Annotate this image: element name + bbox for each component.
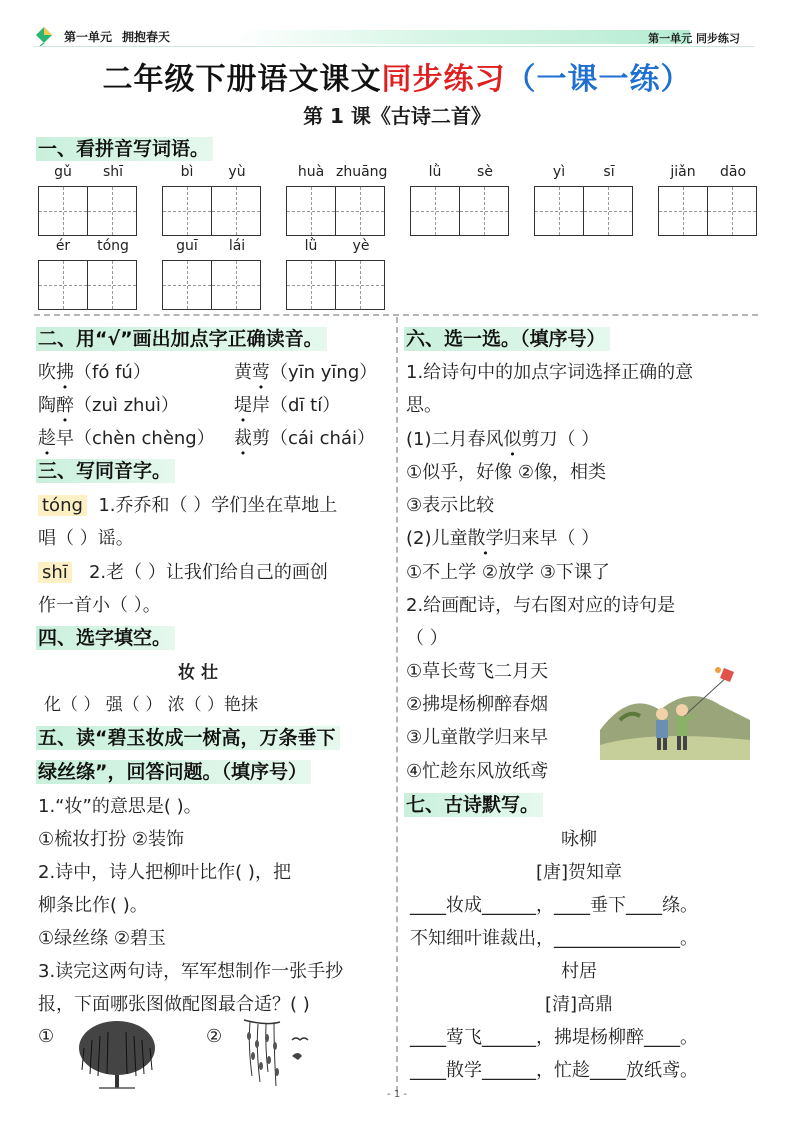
pinyin-label: lái bbox=[228, 238, 246, 254]
writing-cell[interactable] bbox=[583, 186, 633, 236]
s6-option-2: ②拂堤杨柳醉春烟 bbox=[406, 694, 549, 715]
pinyin-label: gǔ bbox=[54, 164, 72, 180]
s5-q3-line-a: 3.读完这两句诗，军军想制作一张手抄 bbox=[38, 961, 344, 982]
s1-heading: 一、看拼音写词语。 bbox=[36, 134, 213, 161]
pinyin-group-7 bbox=[38, 238, 138, 312]
writing-cell[interactable] bbox=[38, 186, 88, 236]
s6-q2: (2)儿童散学归来早（ ） bbox=[406, 528, 600, 549]
s7-heading: 七、古诗默写。 bbox=[404, 790, 543, 817]
title-part3: （一课一练） bbox=[505, 62, 692, 97]
pinyin-label: huà bbox=[297, 164, 325, 180]
header-rule bbox=[34, 46, 754, 47]
s3-q1-line-b: 唱（ ）谣。 bbox=[38, 528, 134, 549]
writing-cell[interactable] bbox=[335, 260, 385, 310]
header-right-label: 第一单元 同步练习 bbox=[648, 32, 740, 45]
pinyin-label: guī bbox=[176, 238, 198, 254]
s3-q2-line-a: shī 2.老（ ）让我们给自己的画创 bbox=[38, 558, 328, 584]
pinyin-label: dāo bbox=[719, 164, 747, 180]
pinyin-group-6 bbox=[658, 164, 758, 238]
pinyin-group-8 bbox=[162, 238, 262, 312]
title-part1: 二年级下册语文课文 bbox=[102, 62, 382, 97]
pinyin-label: shī bbox=[102, 164, 124, 180]
s5-q1-options: ①梳妆打扮 ②装饰 bbox=[38, 829, 184, 850]
writing-cell[interactable] bbox=[211, 186, 261, 236]
writing-cell[interactable] bbox=[410, 186, 460, 236]
s5-option-2-label: ② bbox=[206, 1026, 223, 1047]
s6-intro-b: 思。 bbox=[406, 395, 442, 416]
s6-heading: 六、选一选。（填序号） bbox=[404, 324, 610, 351]
header-band bbox=[230, 30, 690, 44]
divider-1 bbox=[34, 314, 758, 316]
writing-cell[interactable] bbox=[658, 186, 708, 236]
s6-q3-line-b: （ ） bbox=[406, 628, 448, 649]
header-left bbox=[34, 26, 170, 46]
writing-cell[interactable] bbox=[162, 260, 212, 310]
s6-option-4: ④忙趁东风放纸鸢 bbox=[406, 761, 549, 782]
s2-item-5: 趁早（chèn chèng） bbox=[38, 428, 215, 449]
s6-option-3: ③儿童散学归来早 bbox=[406, 727, 549, 748]
writing-cell[interactable] bbox=[38, 260, 88, 310]
header-topic: 拥抱春天 bbox=[122, 29, 171, 44]
writing-cell[interactable] bbox=[534, 186, 584, 236]
s3-q1-line-a: tóng 1.乔乔和（ ）学们坐在草地上 bbox=[38, 491, 337, 517]
pinyin-group-2 bbox=[162, 164, 262, 238]
poem2-author: [清]高鼎 bbox=[544, 994, 614, 1015]
pinyin-label: lǜ bbox=[428, 164, 442, 180]
pinyin-label: yè bbox=[352, 238, 370, 254]
pinyin-label: lǜ bbox=[304, 238, 318, 254]
poem2-line1: ____莺飞______，拂堤杨柳醉____。 bbox=[410, 1027, 698, 1048]
title-part2: 同步练习 bbox=[381, 62, 506, 97]
writing-cell[interactable] bbox=[707, 186, 757, 236]
s6-q1-options-b: ③表示比较 bbox=[406, 495, 495, 516]
pinyin-label: sī bbox=[603, 164, 615, 180]
s5-heading-b: 绿丝绦”，回答问题。（填序号） bbox=[36, 757, 311, 784]
s3-tag-shi: shī bbox=[38, 562, 72, 583]
s6-q3-line-a: 2.给画配诗，与右图对应的诗句是 bbox=[406, 595, 676, 616]
s5-q2-options: ①绿丝绦 ②碧玉 bbox=[38, 928, 166, 949]
s6-q2-options: ①不上学 ②放学 ③下课了 bbox=[406, 562, 610, 583]
pinyin-label: tóng bbox=[97, 238, 129, 254]
s2-item-2: 黄莺（yīn yīng） bbox=[234, 362, 378, 383]
poem1-title: 咏柳 bbox=[561, 829, 597, 850]
writing-cell[interactable] bbox=[87, 260, 137, 310]
s2-item-3: 陶醉（zuì zhuì） bbox=[38, 395, 179, 416]
s5-q2-line-a: 2.诗中，诗人把柳叶比作( )，把 bbox=[38, 862, 291, 883]
poem1-line1: ____妆成______，____垂下____绦。 bbox=[410, 895, 698, 916]
poem1-author: [唐]贺知章 bbox=[535, 862, 623, 883]
pinyin-label: sè bbox=[477, 164, 493, 180]
pinyin-label: ér bbox=[55, 238, 71, 254]
pinyin-group-5 bbox=[534, 164, 634, 238]
pinyin-group-1 bbox=[38, 164, 138, 238]
s4-blanks: 化（ ） 强（ ） 浓（ ）艳抹 bbox=[44, 695, 259, 715]
s2-item-4: 堤岸（dī tí） bbox=[234, 395, 341, 416]
writing-cell[interactable] bbox=[162, 186, 212, 236]
s3-q2-line-b: 作一首小（ ）。 bbox=[38, 595, 161, 616]
s4-heading: 四、选字填空。 bbox=[36, 623, 175, 650]
poem2-line2: ____散学______，忙趁____放纸鸢。 bbox=[410, 1060, 698, 1081]
s4-char-options: 妆 壮 bbox=[178, 663, 218, 683]
poem1-line2: 不知细叶谁裁出，______________。 bbox=[410, 928, 698, 949]
pinyin-label: bì bbox=[180, 164, 194, 180]
s5-q1: 1.“妆”的意思是( )。 bbox=[38, 796, 202, 817]
page-title bbox=[0, 54, 794, 98]
s2-item-6: 裁剪（cái chái） bbox=[234, 428, 375, 449]
kite-flying-children-image bbox=[600, 660, 750, 760]
pinyin-group-9 bbox=[286, 238, 386, 312]
s6-option-1: ①草长莺飞二月天 bbox=[406, 661, 549, 682]
pinyin-label: jiǎn bbox=[670, 164, 696, 180]
pinyin-label: yì bbox=[552, 164, 566, 180]
s6-q1-options-a: ①似乎，好像 ②像，相类 bbox=[406, 462, 606, 483]
pinyin-group-4 bbox=[410, 164, 510, 238]
writing-cell[interactable] bbox=[211, 260, 261, 310]
s5-q2-line-b: 柳条比作( )。 bbox=[38, 895, 148, 916]
s3-heading: 三、写同音字。 bbox=[36, 456, 175, 483]
pinyin-label: zhuāng bbox=[336, 164, 388, 180]
s3-tag-tong: tóng bbox=[38, 495, 87, 516]
writing-cell[interactable] bbox=[286, 260, 336, 310]
writing-cell[interactable] bbox=[335, 186, 385, 236]
s6-q1: (1)二月春风似剪刀（ ） bbox=[406, 429, 600, 450]
s2-item-1: 吹拂（fó fú） bbox=[38, 362, 151, 383]
s5-q3-line-b: 报，下面哪张图做配图最合适？( ) bbox=[38, 994, 310, 1015]
s5-option-1-label: ① bbox=[38, 1026, 55, 1047]
writing-cell[interactable] bbox=[286, 186, 336, 236]
kite-logo-icon bbox=[34, 26, 54, 46]
willow-tree-image-1 bbox=[74, 1018, 160, 1090]
page-number: - 1 - bbox=[387, 1089, 407, 1100]
willow-branches-image-2 bbox=[236, 1016, 316, 1092]
s6-intro-a: 1.给诗句中的加点字词选择正确的意 bbox=[406, 362, 694, 383]
s2-heading: 二、用“√”画出加点字正确读音。 bbox=[36, 324, 327, 351]
poem2-title: 村居 bbox=[561, 961, 597, 982]
lesson-subtitle: 第 1 课《古诗二首》 bbox=[303, 104, 491, 128]
pinyin-label: yù bbox=[228, 164, 246, 180]
header-unit: 第一单元 bbox=[64, 29, 113, 44]
writing-cell[interactable] bbox=[87, 186, 137, 236]
pinyin-group-3 bbox=[286, 164, 386, 238]
s5-heading-a: 五、读“碧玉妆成一树高，万条垂下 bbox=[36, 723, 340, 750]
writing-cell[interactable] bbox=[459, 186, 509, 236]
